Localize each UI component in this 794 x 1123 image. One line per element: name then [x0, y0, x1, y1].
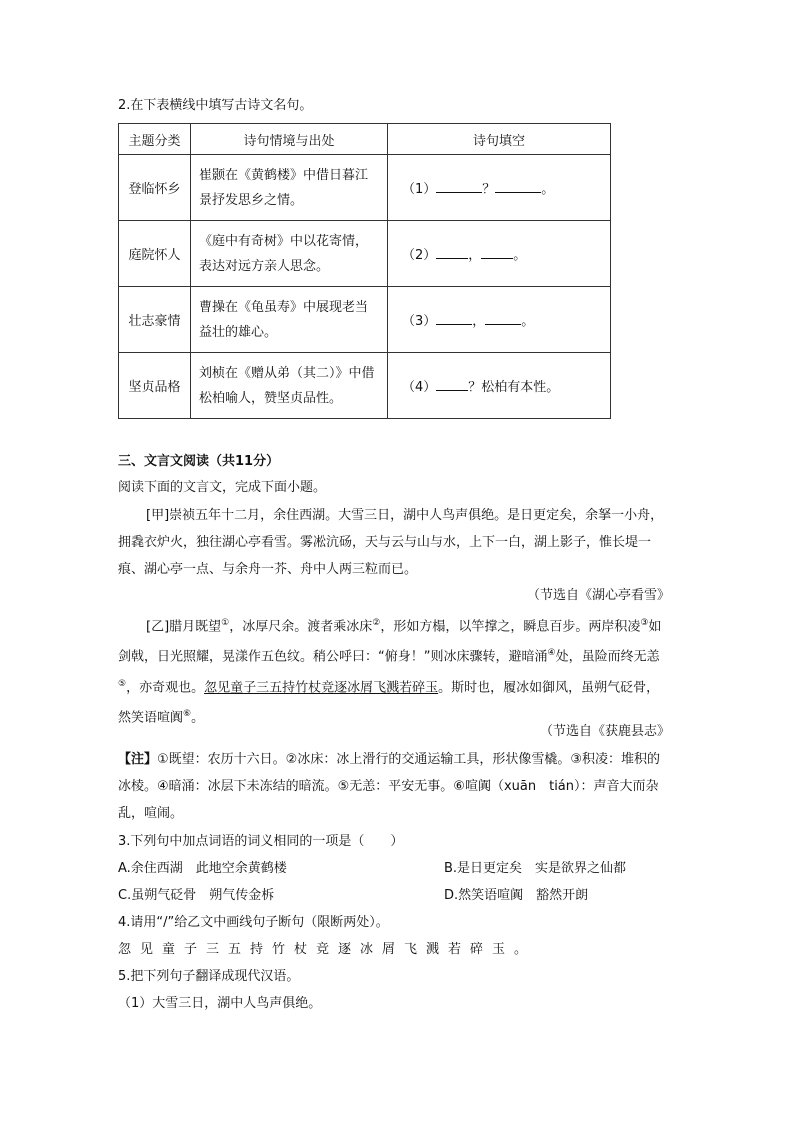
passage-text: ，冰厚尺余。渡者乘冰床 [229, 619, 373, 635]
header-context: 诗句情境与出处 [191, 124, 388, 155]
note-label: 【注】 [118, 752, 158, 767]
question-4-stem: 4.请用“/”给乙文中画线句子断句（限断两处）。 [118, 915, 389, 930]
source-a: （节选自《湖心亭看雪》 [526, 588, 670, 603]
passage-text: 处，虽险而终无恙 [555, 649, 660, 665]
blank-line[interactable] [436, 180, 482, 193]
table-row [119, 221, 611, 287]
theme-cell: 坚贞品格 [119, 353, 191, 419]
fill-cell [388, 155, 611, 221]
question-3-stem: 3.下列句中加点词语的词义相同的一项是（ ） [118, 834, 404, 849]
item-number: （1） [402, 182, 437, 197]
passage-text: [乙]腊月既望 [146, 619, 222, 635]
poem-fill-table [118, 123, 611, 419]
separator: ， [472, 314, 486, 329]
q3-option-c[interactable]: C.虽朔气砭骨 朔气传金柝 [118, 888, 275, 903]
end-punct: 。 [513, 248, 527, 263]
section-3-heading: 三、文言文阅读（共11分） [118, 454, 280, 469]
note-ref: ⑤ [118, 678, 127, 689]
context-cell: 曹操在《龟虽寿》中展现老当益壮的雄心。 [191, 287, 388, 353]
question-4-sentence: 忽见童子三五持竹杖竞逐冰屑飞溅若碎玉。 [118, 942, 537, 957]
table-row [119, 353, 611, 419]
section-3-intro: 阅读下面的文言文，完成下面小题。 [118, 480, 327, 495]
passage-text: 。 [191, 710, 205, 726]
passage-b [118, 610, 670, 731]
note-ref: ① [221, 618, 230, 628]
end-punct: 。 [541, 182, 555, 197]
annotation-notes [118, 746, 670, 827]
source-b: （节选自《获鹿县志》 [539, 724, 670, 739]
theme-cell: 壮志豪情 [119, 287, 191, 353]
context-cell: 《庭中有奇树》中以花寄情，表达对远方亲人思念。 [191, 221, 388, 287]
passage-text: 如剑戟，日光照耀，晃漾作五色纹。稍公呼曰：“俯身！”则冰床骤转，避暗涌 [118, 619, 662, 665]
header-fill: 诗句填空 [388, 124, 611, 155]
separator: ？ [482, 182, 496, 197]
passage-text: ，形如方榻，以竿撑之，瞬息百步。两岸积凌 [380, 619, 641, 635]
passage-text: 。斯时也，履冰如御风，虽朔气砭骨，然笑语喧阗 [118, 679, 660, 726]
context-cell: 崔颢在《黄鹤楼》中借日暮江景抒发思乡之情。 [191, 155, 388, 221]
table-row [119, 155, 611, 221]
end-punct: 。 [521, 314, 535, 329]
table-row [119, 287, 611, 353]
blank-line[interactable] [436, 312, 472, 325]
passage-a: [甲]崇祯五年十二月，余住西湖。大雪三日，湖中人鸟声俱绝。是日更定矣，余拏一小舟，拥毳衣炉火，独往湖心亭看雪。雾凇沆砀，天与云与山与水，上下一白，湖上影子，惟长堤一痕、湖心亭一点、与余舟一芥、舟中人两三粒而已。 [118, 508, 664, 577]
theme-cell: 庭院怀人 [119, 221, 191, 287]
blank-line[interactable] [436, 246, 468, 259]
blank-line[interactable] [495, 180, 541, 193]
question-5-item-1: （1）大雪三日，湖中人鸟声俱绝。 [118, 996, 322, 1011]
item-number: （2） [402, 248, 437, 263]
note-ref: ② [372, 618, 381, 628]
note-ref: ④ [547, 648, 556, 659]
note-ref: ③ [640, 618, 649, 628]
note-text: ①既望：农历十六日。②冰床：冰上滑行的交通运输工具，形状像雪橇。③积凌：堆积的冰棱。④暗涌：冰层下未冻结的暗流。⑤无恙：平安无事。⑥喧阗（xuān tián）：声音大而杂乱，喧闹。 [118, 752, 660, 821]
item-number: （3） [402, 314, 437, 329]
fill-cell [388, 221, 611, 287]
table-header-row [119, 124, 611, 155]
passage-text: ，亦奇观也。 [126, 679, 205, 695]
q3-option-b[interactable]: B.是日更定矣 实是欲界之仙都 [444, 861, 627, 876]
header-theme: 主题分类 [119, 124, 191, 155]
theme-cell: 登临怀乡 [119, 155, 191, 221]
q3-option-d[interactable]: D.然笑语喧阗 豁然开朗 [444, 888, 589, 903]
blank-line[interactable] [481, 246, 513, 259]
separator: ？松柏有本性。 [468, 380, 560, 395]
underlined-sentence: 忽见童子三五持竹杖竞逐冰屑飞溅若碎玉 [204, 679, 439, 695]
q3-option-a[interactable]: A.余住西湖 此地空余黄鹤楼 [118, 861, 287, 876]
context-cell: 刘桢在《赠从弟（其二）》中借松柏喻人，赞坚贞品性。 [191, 353, 388, 419]
item-number: （4） [402, 380, 437, 395]
question-5-stem: 5.把下列句子翻译成现代汉语。 [118, 969, 300, 984]
fill-cell [388, 287, 611, 353]
question-2-title: 2.在下表横线中填写古诗文名句。 [118, 98, 313, 113]
separator: ， [468, 248, 482, 263]
note-ref: ⑥ [183, 708, 192, 719]
fill-cell [388, 353, 611, 419]
blank-line[interactable] [485, 312, 521, 325]
blank-line[interactable] [436, 378, 468, 391]
